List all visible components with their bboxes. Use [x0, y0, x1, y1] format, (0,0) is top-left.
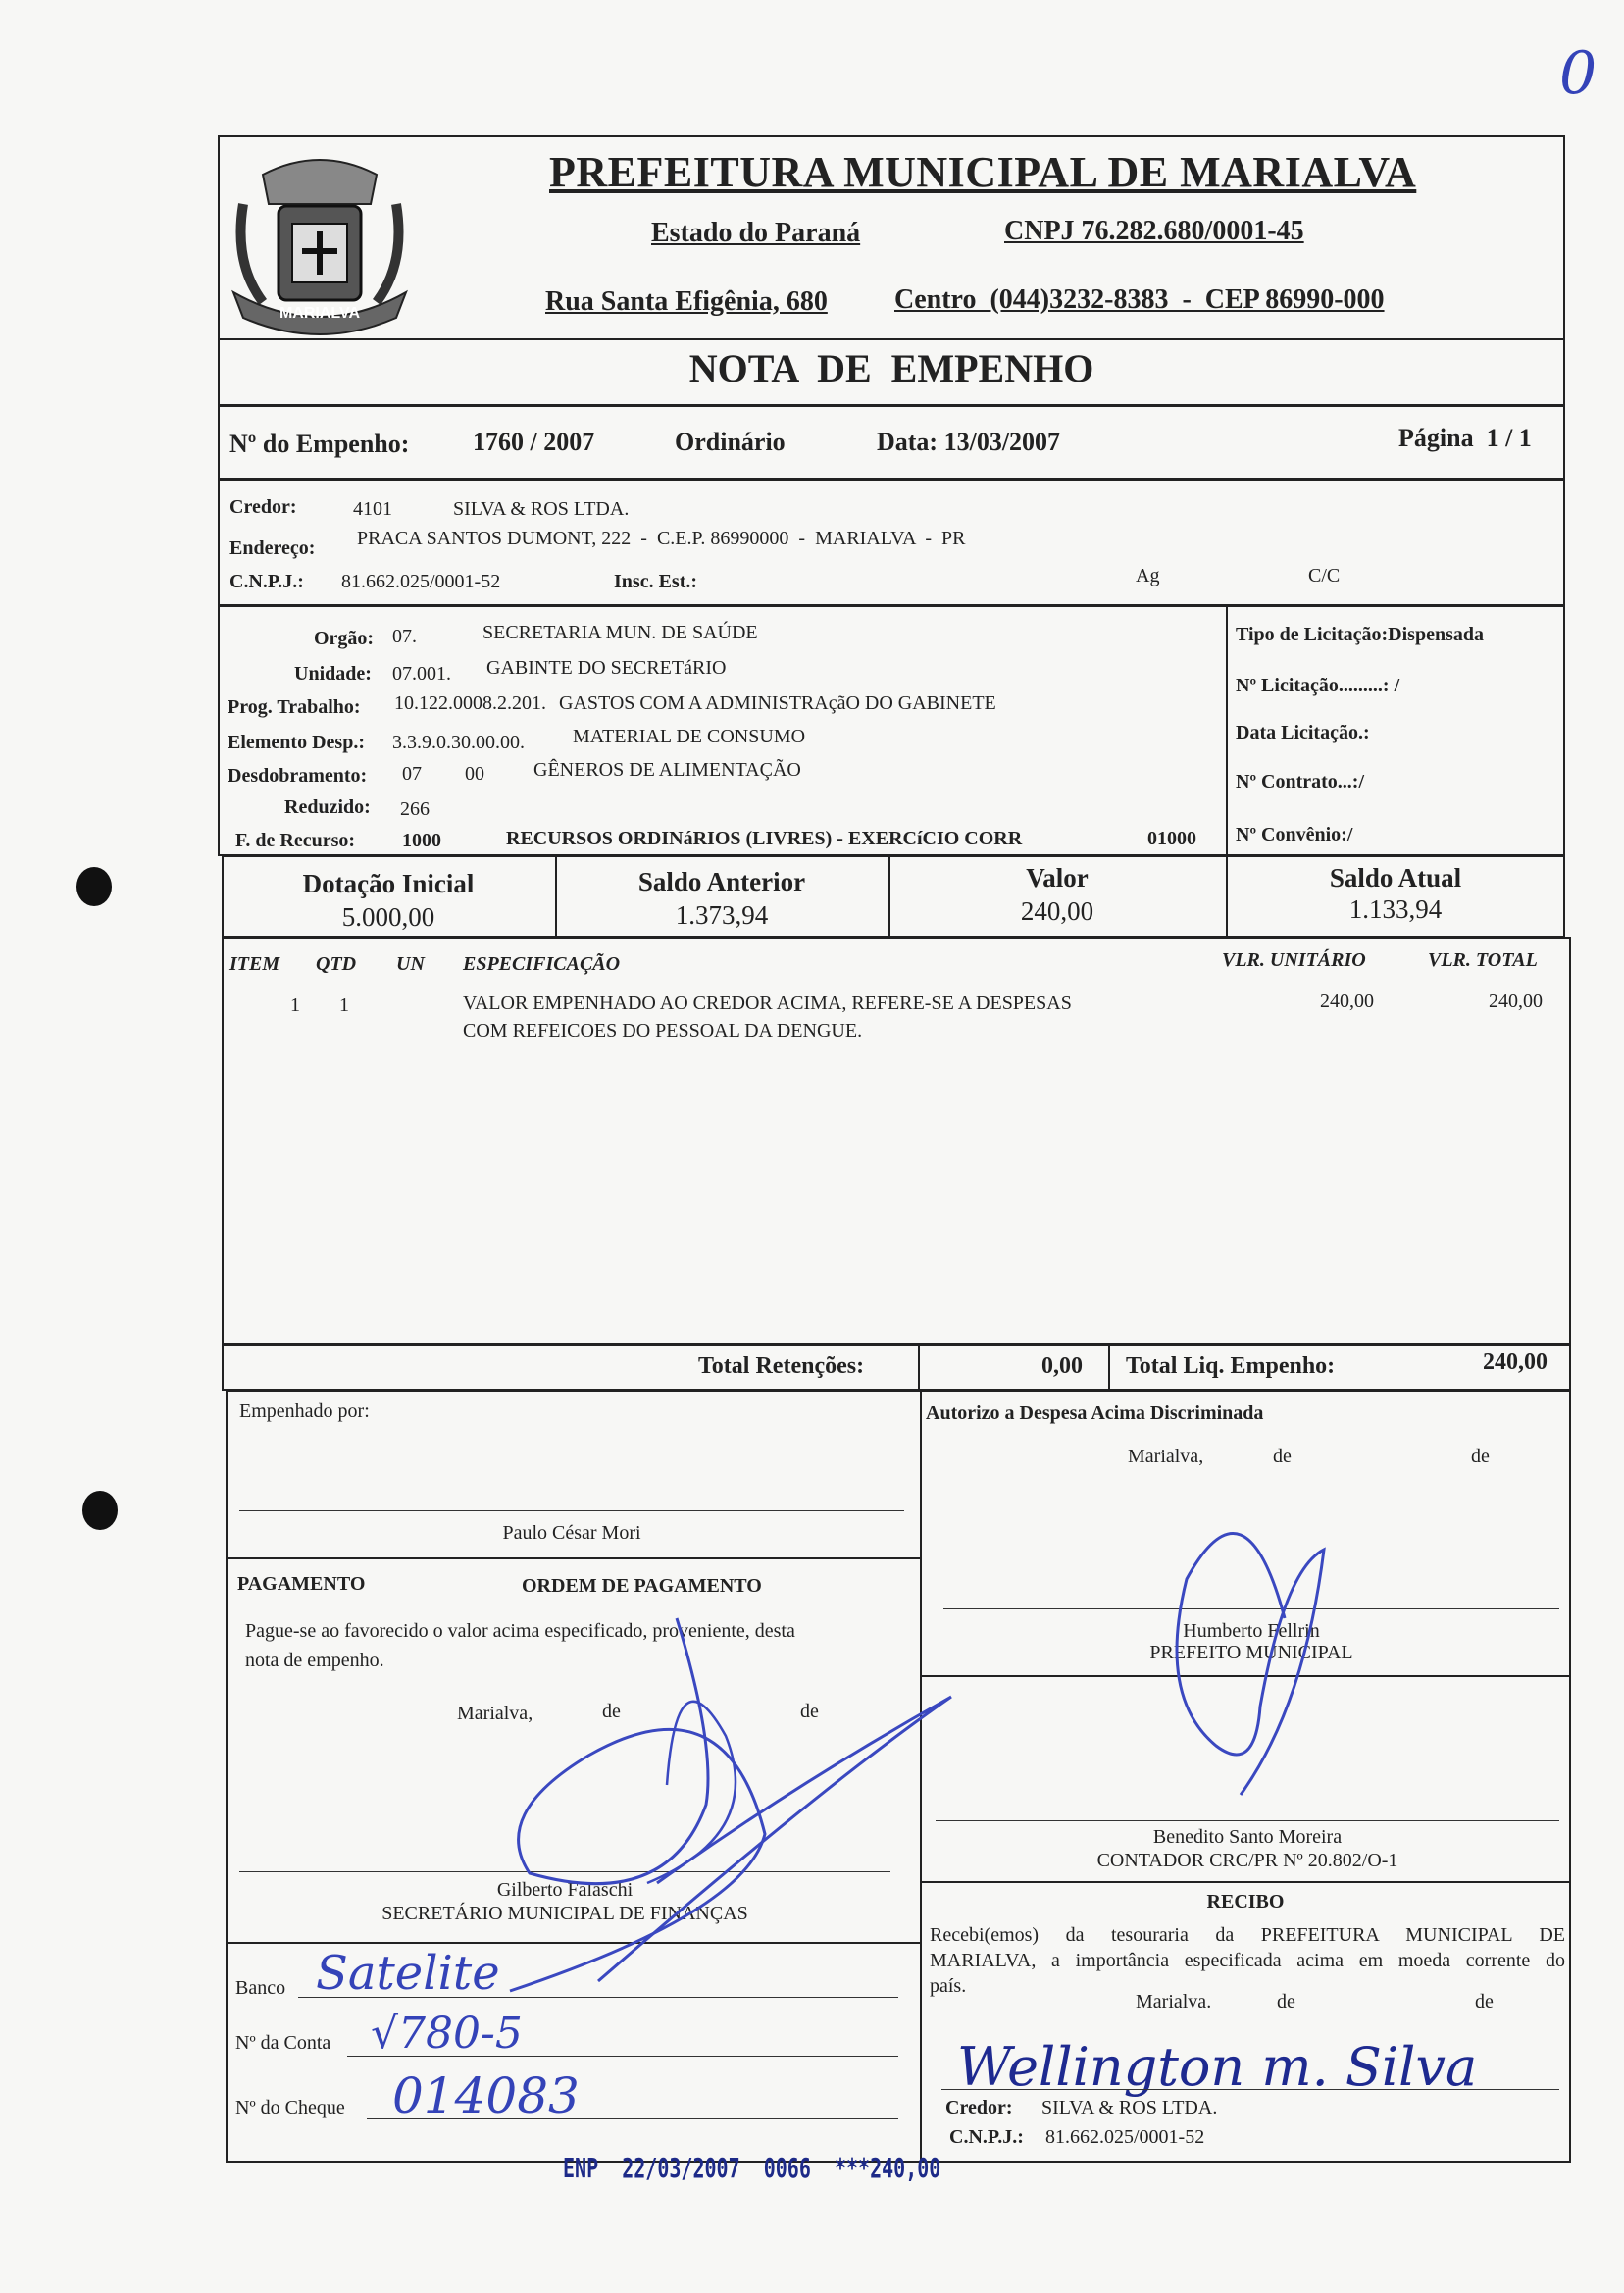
seal-text: MARIALVA — [279, 305, 361, 322]
recibo-text-line1: Recebi(emos) da tesouraria da PREFEITURA MUNICIPAL DE — [930, 1924, 1565, 1946]
items-header-un: UN — [396, 953, 425, 975]
empenho-type: Ordinário — [675, 428, 786, 456]
elemento-code: 3.3.9.0.30.00.00. — [392, 732, 525, 753]
header-title: PREFEITURA MUNICIPAL DE MARIALVA — [549, 148, 1417, 196]
desdobramento-name: GÊNEROS DE ALIMENTAÇÃO — [533, 759, 801, 781]
licitacao-tipo: Tipo de Licitação:Dispensada — [1236, 624, 1484, 645]
item-total-value: 240,00 — [1489, 991, 1543, 1012]
total-retencoes-value: 0,00 — [1041, 1353, 1083, 1379]
punch-hole-top — [76, 867, 112, 906]
pagamento-label: PAGAMENTO — [237, 1573, 366, 1595]
orgao-name: SECRETARIA MUN. DE SAÚDE — [482, 622, 758, 643]
totals-box — [222, 1344, 1571, 1391]
recibo-cnpj-label: C.N.P.J.: — [949, 2126, 1024, 2148]
orgao-label: Orgão: — [314, 628, 375, 649]
prefeito-title: PREFEITO MUNICIPAL — [1149, 1642, 1353, 1663]
empenhado-name: Paulo César Mori — [502, 1522, 641, 1544]
cheque-label: Nº do Cheque — [235, 2097, 345, 2118]
licitacao-contrato: Nº Contrato...:/ — [1236, 771, 1365, 792]
total-liquido-label: Total Liq. Empenho: — [1126, 1353, 1336, 1379]
credor-code: 4101 — [353, 498, 392, 520]
cheque-value: 014083 — [392, 2067, 580, 2124]
elemento-name: MATERIAL DE CONSUMO — [573, 726, 806, 747]
saldo-label-anterior: Saldo Anterior — [637, 867, 806, 896]
budget-divider — [1226, 605, 1228, 856]
totals-div-1 — [918, 1344, 920, 1391]
autorizo-label: Autorizo a Despesa Acima Discriminada — [926, 1402, 1264, 1424]
recibo-text-line3: país. — [930, 1975, 967, 1997]
conta-label: Nº da Conta — [235, 2032, 331, 2054]
pagamento-text-line2: nota de empenho. — [245, 1650, 384, 1671]
pagamento-de1: de — [602, 1701, 621, 1722]
header-cnpj: CNPJ 76.282.680/0001-45 — [1004, 216, 1304, 246]
reduzido-value: 266 — [400, 798, 430, 820]
recurso-code2: 01000 — [1147, 828, 1196, 849]
secretario-title: SECRETÁRIO MUNICIPAL DE FINANÇAS — [381, 1903, 748, 1924]
empenhado-sig-line — [239, 1510, 904, 1511]
recurso-code: 1000 — [402, 830, 441, 851]
recibo-de2: de — [1475, 1991, 1494, 2013]
right-sep-2 — [920, 1881, 1571, 1883]
recibo-cnpj: 81.662.025/0001-52 — [1045, 2126, 1205, 2148]
credor-cnpj: 81.662.025/0001-52 — [341, 571, 501, 592]
recibo-de1: de — [1277, 1991, 1295, 2013]
unidade-label: Unidade: — [294, 663, 372, 685]
autorizo-date: Marialva, — [1128, 1446, 1204, 1467]
desdobramento-code2: 00 — [465, 763, 484, 785]
total-liquido-value: 240,00 — [1483, 1350, 1548, 1375]
empenho-number: 1760 / 2007 — [473, 428, 595, 456]
item-spec-line1: VALOR EMPENHADO AO CREDOR ACIMA, REFERE-SE A DESPESAS — [463, 993, 1072, 1014]
secretario-signature-icon — [471, 1589, 961, 2001]
header-address: Rua Santa Efigênia, 680 — [545, 286, 828, 317]
items-header-item: ITEM — [229, 953, 280, 975]
desdobramento-label: Desdobramento: — [228, 765, 368, 787]
saldo-label-valor: Valor — [1026, 863, 1089, 892]
page-corner-mark: 0 — [1559, 39, 1598, 108]
licitacao-data: Data Licitação.: — [1236, 722, 1370, 743]
header-state: Estado do Paraná — [651, 218, 861, 248]
document-title: NOTA DE EMPENHO — [688, 346, 1094, 390]
saldo-value-valor: 240,00 — [1020, 896, 1094, 926]
pagamento-de2: de — [800, 1701, 819, 1722]
empenho-page: Página 1 / 1 — [1398, 424, 1532, 452]
credor-ag-label: Ag — [1136, 565, 1160, 586]
recibo-credor-label: Credor: — [945, 2097, 1013, 2118]
recibo-signature: Wellington m. Silva — [957, 2036, 1478, 2098]
pagamento-text-line1: Pague-se ao favorecido o valor acima especificado, proveniente, desta — [245, 1620, 795, 1642]
empenho-date: Data: 13/03/2007 — [877, 428, 1061, 456]
saldo-value-anterior: 1.373,94 — [675, 900, 769, 930]
autorizo-de1: de — [1273, 1446, 1292, 1467]
unidade-name: GABINTE DO SECRETáRIO — [486, 657, 727, 679]
banco-label: Banco — [235, 1977, 286, 1999]
contador-title: CONTADOR CRC/PR Nº 20.802/O-1 — [1096, 1850, 1398, 1871]
total-retencoes-label: Total Retenções: — [698, 1353, 865, 1379]
ordem-pagamento-label: ORDEM DE PAGAMENTO — [522, 1575, 762, 1597]
banco-value: Satelite — [316, 1946, 500, 2001]
credor-cc-label: C/C — [1308, 565, 1341, 586]
header-contact: Centro (044)3232-8383 - CEP 86990-000 — [894, 284, 1385, 315]
unidade-code: 07.001. — [392, 663, 451, 685]
recibo-sig-line — [941, 2089, 1559, 2090]
bank-stamp: ENP 22/03/2007 0066 ***240,00 — [563, 2151, 941, 2184]
item-qtd: 1 — [339, 994, 349, 1016]
recurso-label: F. de Recurso: — [235, 830, 356, 851]
empenho-number-label: Nº do Empenho: — [229, 430, 410, 458]
credor-insc-label: Insc. Est.: — [614, 571, 698, 592]
licitacao-numero: Nº Licitação.........: / — [1236, 675, 1400, 696]
desdobramento-code1: 07 — [402, 763, 422, 785]
autorizo-de2: de — [1471, 1446, 1490, 1467]
items-header-unit: VLR. UNITÁRIO — [1222, 949, 1366, 971]
contador-name: Benedito Santo Moreira — [1152, 1826, 1343, 1848]
recibo-date: Marialva. — [1136, 1991, 1212, 2013]
punch-hole-bottom — [82, 1491, 118, 1530]
recibo-label: RECIBO — [1206, 1891, 1285, 1912]
saldo-value-atual: 1.133,94 — [1348, 894, 1443, 924]
prefeito-name: Humberto Fellrin — [1183, 1620, 1320, 1642]
empenhado-label: Empenhado por: — [239, 1401, 370, 1422]
header-divider — [218, 338, 1565, 340]
saldo-value-dotacao: 5.000,00 — [341, 902, 435, 932]
credor-cnpj-label: C.N.P.J.: — [229, 571, 304, 592]
item-unit-value: 240,00 — [1320, 991, 1374, 1012]
totals-div-2 — [1108, 1344, 1110, 1391]
prog-label: Prog. Trabalho: — [228, 696, 361, 718]
left-sep-1 — [226, 1557, 920, 1559]
secretario-name: Gilberto Falaschi — [496, 1879, 634, 1901]
saldo-label-atual: Saldo Atual — [1329, 863, 1462, 892]
prog-name: GASTOS COM A ADMINISTRAçãO DO GABINETE — [559, 692, 996, 714]
orgao-code: 07. — [392, 626, 417, 647]
pagamento-date: Marialva, — [457, 1703, 533, 1724]
elemento-label: Elemento Desp.: — [228, 732, 365, 753]
recibo-text-line2: MARIALVA, a importância especificada acima em moeda corrente do — [930, 1950, 1565, 1971]
items-header-total: VLR. TOTAL — [1428, 949, 1538, 971]
items-header-qtd: QTD — [316, 953, 357, 975]
credor-address-label: Endereço: — [229, 537, 316, 559]
item-number: 1 — [290, 994, 300, 1016]
reduzido-label: Reduzido: — [284, 796, 371, 818]
item-spec-line2: COM REFEICOES DO PESSOAL DA DENGUE. — [463, 1020, 863, 1042]
recurso-name: RECURSOS ORDINáRIOS (LIVRES) - EXERCíCIO CORR — [506, 828, 1023, 849]
licitacao-convenio: Nº Convênio:/ — [1236, 824, 1353, 845]
conta-value: √780-5 — [371, 2009, 523, 2059]
saldo-label-dotacao: Dotação Inicial — [302, 869, 475, 898]
municipal-seal-icon — [224, 145, 416, 337]
recibo-credor-name: SILVA & ROS LTDA. — [1041, 2097, 1218, 2118]
contador-sig-line — [936, 1820, 1559, 1821]
prog-code: 10.122.0008.2.201. — [394, 692, 546, 714]
items-header-spec: ESPECIFICAÇÃO — [463, 953, 621, 975]
credor-name: SILVA & ROS LTDA. — [453, 498, 630, 520]
credor-address: PRACA SANTOS DUMONT, 222 - C.E.P. 86990000 - MARIALVA - PR — [357, 528, 966, 549]
credor-label: Credor: — [229, 496, 297, 518]
prefeito-signature-icon — [1147, 1471, 1344, 1805]
